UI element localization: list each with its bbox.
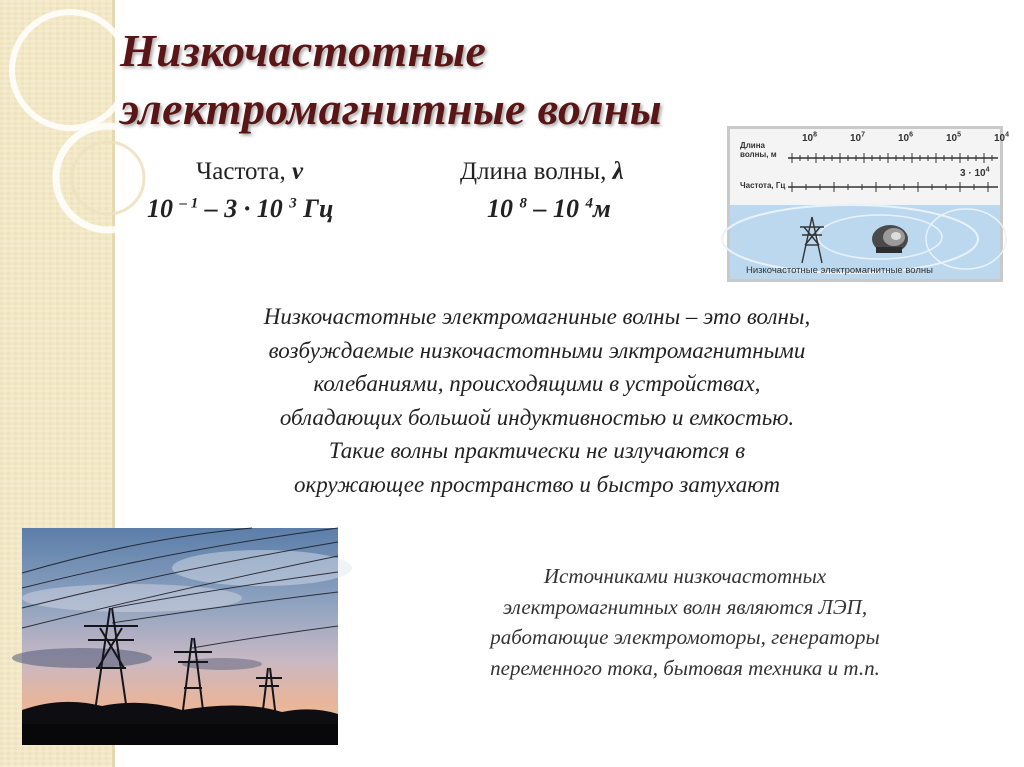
wave-unit: м (593, 194, 611, 223)
wave-base: 10 (487, 194, 520, 223)
freq-unit: Гц (296, 194, 334, 223)
wave-exp-2: 4 (585, 195, 593, 212)
freq-exp-1: – 1 (179, 195, 199, 212)
freq-base: 10 (147, 194, 180, 223)
title-line-2: электромагнитные волны (120, 83, 662, 134)
freq-mid: – 3 · 10 (198, 194, 290, 223)
wavelength-tick-label: $10^4$ (994, 131, 1010, 144)
sources-line: работающие электромоторы, генераторы (490, 625, 880, 649)
scale-frequency-tick: $3 \cdot 10^4$ (960, 166, 990, 179)
frequency-range (147, 194, 333, 224)
wave-exp-1: 8 (519, 195, 527, 212)
title-line-1: Низкочастотные (120, 25, 487, 76)
wavelength-label (460, 158, 624, 186)
wavelength-tick-label: $10^6$ (898, 131, 914, 144)
wave-mid: – 10 (527, 194, 586, 223)
scale-caption: Низкочастотные электромагнитные волны (746, 265, 933, 276)
frequency-symbol: ν (292, 158, 304, 185)
sources-line: переменного тока, бытовая техника и т.п. (490, 655, 880, 680)
power-lines-photo (22, 528, 338, 745)
decorative-circles (0, 0, 140, 260)
wavelength-label-text: Длина волны, (460, 158, 613, 185)
definition-line: обладающих большой индуктивностью и емкостью. (279, 404, 795, 430)
frequency-label (196, 158, 303, 186)
wavelength-symbol: λ (612, 158, 624, 185)
definition-line: Низкочастотные электромагниные волны – это волны, (263, 304, 811, 329)
scale-wavelength-label: Длина волны, м (740, 141, 777, 159)
spectrum-scale-figure (727, 126, 1010, 282)
sources-text (420, 561, 950, 683)
wavelength-tick-label: $10^8$ (802, 131, 818, 144)
freq-exp-2: 3 (289, 195, 297, 212)
definition-text (150, 300, 924, 501)
wavelength-tick-label: $10^7$ (850, 131, 866, 144)
scale-frequency-label: Частота, Гц (740, 181, 786, 190)
wavelength-range (487, 194, 611, 224)
definition-line: колебаниями, происходящими в устройствах, (313, 371, 761, 396)
definition-line: окружающее пространство и быстро затухают (293, 471, 781, 497)
definition-line: возбуждаемые низкочастотными элктромагнитными (268, 337, 806, 363)
definition-line: Такие волны практически не излучаются в (328, 438, 746, 463)
generator-icon (872, 225, 908, 253)
sources-line: электромагнитных волн являются ЛЭП, (502, 594, 868, 619)
slide-title (120, 22, 662, 138)
sources-line: Источниками низкочастотных (543, 564, 827, 588)
wavelength-tick-label: $10^5$ (946, 131, 962, 144)
frequency-label-text: Частота, (196, 158, 293, 185)
